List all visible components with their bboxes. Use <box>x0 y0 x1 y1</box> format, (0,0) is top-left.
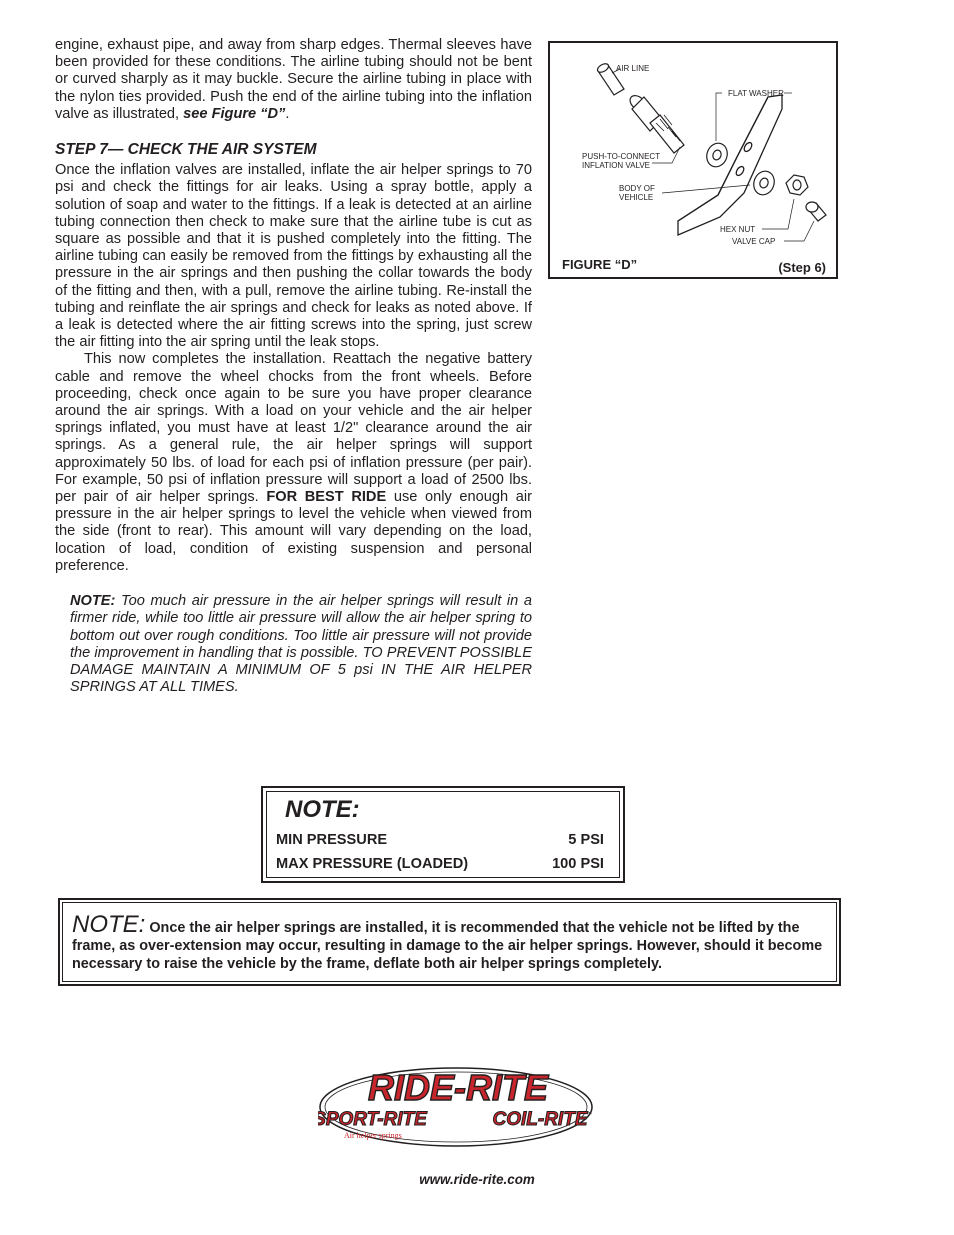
logo-tagline: Air helper springs <box>344 1131 402 1140</box>
max-pressure-label: MAX PRESSURE (LOADED) <box>276 856 469 872</box>
completion-paragraph: This now completes the installation. Reattach the negative battery cable and remove the wheel chocks from the front wheels. Before proceeding, check once again to be sure you have proper clearance around the air springs. With a load on your vehicle and the air helper springs inflated, you must have at least 1/2" clearance around the air springs. As a general rule, the air helper springs will support approximately 50 lbs. of load for each psi of inflation pressure (per pair). For example, 50 psi of inflation pressure will support a load of 2500 lbs. per pair of air helper springs. FOR BEST RIDE use only enough air pressure in the air helper springs to level the vehicle when viewed from the side (front to rear). This amount will vary depending on the load, location of load, condition of existing suspension and personal preference. <box>55 351 532 574</box>
step7-paragraph: Once the inflation valves are installed, inflate the air helper springs to 70 psi and check the fittings for air leaks. Using a spray bottle, apply a solution of soap and water to the fittings. If a leak is detected at an airline tubing connection then check to make sure that the airline tube is cut as square as possible and that it is pushed completely into the fitting. The airline tubing can easily be removed from the fittings by exhausting all the pressure in the air springs and then pushing the collar towards the body of the fitting and then, with a pull, remove the airline tubing. Re-install the tubing and reinflate the air springs and check for leaks as noted above. If a leak is detected where the air fitting screws into the spring, just screw the air fitting into the air spring until the leak stops. <box>55 162 532 351</box>
pressure-note-box <box>261 786 625 883</box>
figure-step: (Step 6) <box>778 260 826 275</box>
figure-d <box>548 41 838 279</box>
inflation-valve-diagram <box>550 43 840 281</box>
label-valve-cap: VALVE CAP <box>732 237 776 246</box>
lower-washer-drawing <box>750 168 777 197</box>
logo-coil-rite: COIL-RITE <box>492 1109 588 1130</box>
logo-sport-rite: SPORT-RITE <box>318 1109 427 1130</box>
label-air-line: AIR LINE <box>616 64 650 73</box>
lift-note-title: NOTE: <box>72 911 146 938</box>
lift-warning-box <box>58 898 841 986</box>
main-text-column <box>55 37 532 696</box>
min-pressure-label: MIN PRESSURE <box>276 832 388 848</box>
lift-note-text: Once the air helper springs are installed, it is recommended that the vehicle not be lifted by the frame, as over-extension may occur, resulting in damage to the air helper springs. However, should it become necessary to raise the vehicle by the frame, deflate both air helper springs completely. <box>72 920 823 972</box>
label-push-to-connect: PUSH-TO-CONNECT <box>582 152 661 161</box>
figure-reference: see Figure “D” <box>183 105 286 122</box>
ride-rite-logo <box>318 1066 594 1153</box>
push-to-connect-valve-drawing <box>627 93 684 153</box>
hex-nut-drawing <box>786 175 808 195</box>
step7-heading: STEP 7— CHECK THE AIR SYSTEM <box>55 141 317 159</box>
valve-cap-drawing <box>806 202 826 221</box>
best-ride-emphasis: FOR BEST RIDE <box>266 489 387 506</box>
note-label: NOTE: <box>70 593 116 610</box>
min-pressure-value: 5 PSI <box>568 832 604 848</box>
label-vehicle: VEHICLE <box>619 193 654 202</box>
pressure-note-title: NOTE: <box>285 796 360 823</box>
label-body-of: BODY OF <box>619 184 655 193</box>
logo-trademark: ™ <box>586 1112 592 1118</box>
pressure-warning-note: NOTE: Too much air pressure in the air helper springs will result in a firmer ride, while too little air pressure will allow the air helper spring to bottom out over rough conditions. Too little air pressure will not provide the improvement in handling that is possible. TO PREVENT POSSIBLE DAMAGE MAINTAIN A MINIMUM OF 5 psi IN THE AIR HELPER SPRINGS AT ALL TIMES. <box>70 593 532 696</box>
label-flat-washer: FLAT WASHER <box>728 89 784 98</box>
logo-brand: RIDE-RITE <box>368 1067 548 1108</box>
vehicle-body-bracket-drawing <box>678 95 782 235</box>
flat-washer-drawing <box>703 140 730 169</box>
intro-paragraph: engine, exhaust pipe, and away from sharp edges. Thermal sleeves have been provided for these conditions. The airline tubing should not be bent or curved sharply as it may buckle. Secure the airline tubing in place with the nylon ties provided. Push the end of the airline tubing into the inflation valve as illustrated, see Figure “D”. <box>55 37 532 122</box>
min-pressure-row <box>276 832 604 848</box>
label-inflation-valve: INFLATION VALVE <box>582 161 651 170</box>
label-hex-nut: HEX NUT <box>720 225 756 234</box>
figure-caption: FIGURE “D” <box>562 257 638 272</box>
website-url: www.ride-rite.com <box>419 1172 535 1187</box>
max-pressure-row <box>276 856 604 872</box>
max-pressure-value: 100 PSI <box>552 856 604 872</box>
